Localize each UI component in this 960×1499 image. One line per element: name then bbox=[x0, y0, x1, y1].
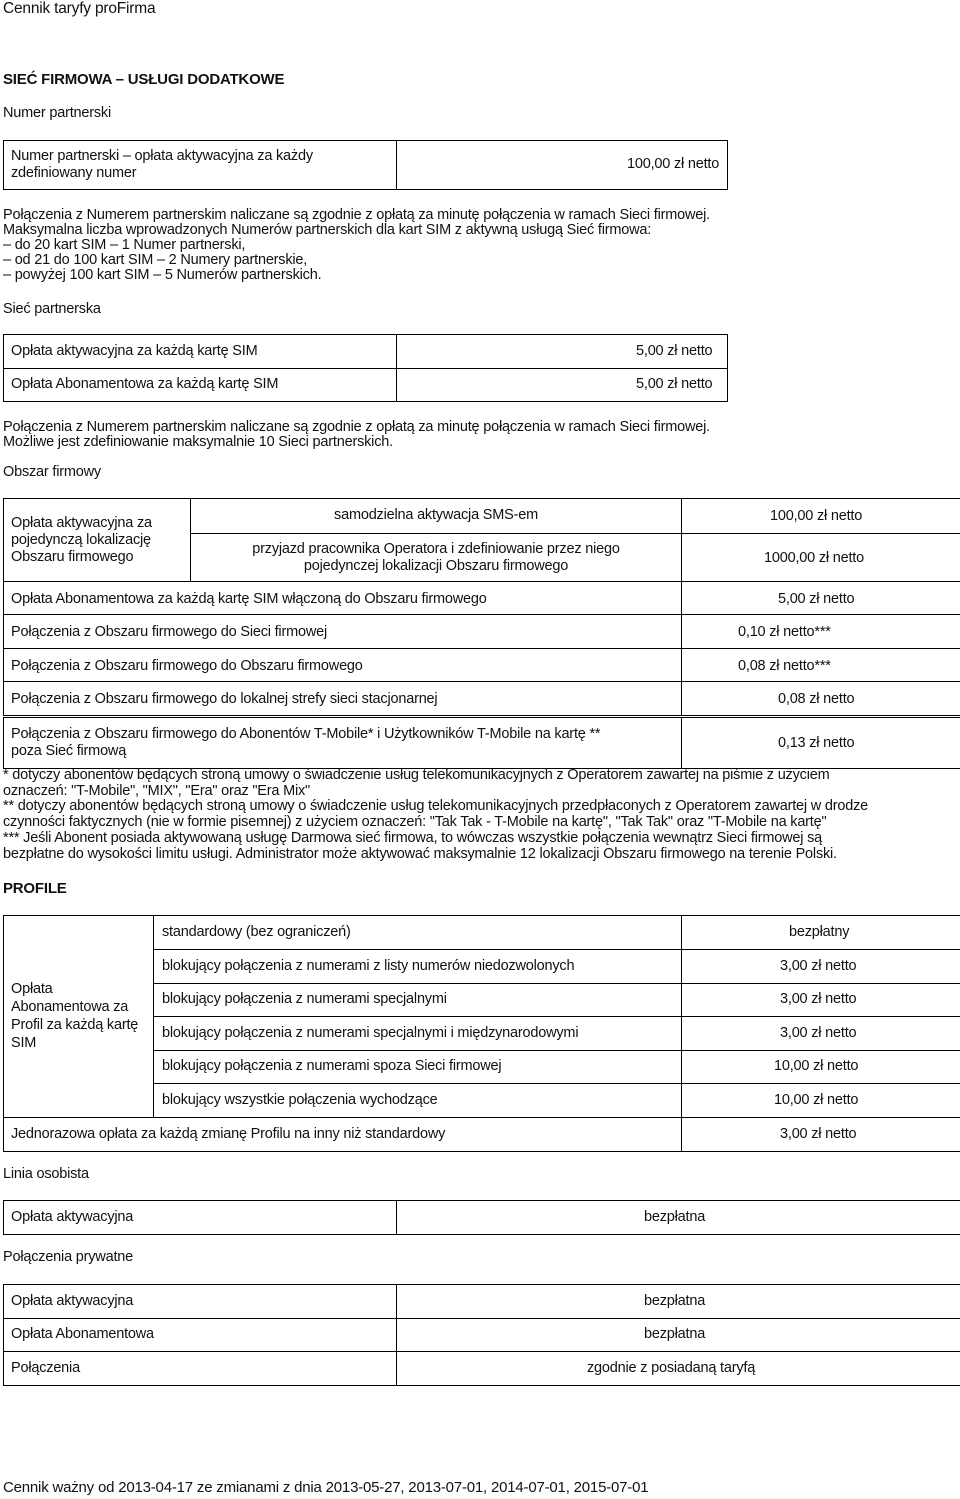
linia-osobista-value: bezpłatna bbox=[644, 1209, 706, 1225]
profile-option-value: 3,00 zł netto bbox=[780, 958, 857, 974]
profile-fee-label: Opłata Abonamentowa za Profil za każdą kartę SIM bbox=[11, 981, 139, 1051]
siec-partnerska-notes bbox=[3, 420, 710, 450]
linia-osobista-label: Opłata aktywacyjna bbox=[11, 1209, 134, 1225]
obszar-rows-table bbox=[3, 582, 960, 716]
note-line: Maksymalna liczba wprowadzonych Numerów partnerskich dla kart SIM z aktywną usługą Sieć firmowa: bbox=[3, 222, 652, 238]
footnote-line: ** dotyczy abonentów będących stroną umowy o świadczenie usług telekomunikacyjnych przedpłaconych z Operatorem zawartej w drodze bbox=[3, 798, 868, 815]
note-line: – powyżej 100 kart SIM – 5 Numerów partnerskich. bbox=[3, 267, 322, 283]
siec-partnerska-subscription-value: 5,00 zł netto bbox=[636, 376, 713, 392]
footnote-line: bezpłatne do wysokości limitu usługi. Administrator może aktywować maksymalnie 12 lokalizacji Obszaru firmowego na terenie Polski. bbox=[3, 845, 837, 862]
profile-change-label: Jednorazowa opłata za każdą zmianę Profilu na inny niż standardowy bbox=[11, 1126, 446, 1142]
obszar-tmobile-row bbox=[3, 717, 960, 769]
profile-change-value: 3,00 zł netto bbox=[780, 1126, 857, 1142]
obszar-activation-option-operator: przyjazd pracownika Operatora i zdefiniowanie przez niego pojedynczej lokalizacji Obszaru firmowego bbox=[252, 541, 620, 574]
prywatne-row-value: zgodnie z posiadaną taryfą bbox=[587, 1360, 756, 1376]
prywatne-row-label: Opłata aktywacyjna bbox=[11, 1293, 134, 1309]
siec-partnerska-table bbox=[3, 334, 728, 402]
obszar-row-value: 5,00 zł netto bbox=[778, 591, 855, 607]
siec-partnerska-activation-label: Opłata aktywacyjna za każdą kartę SIM bbox=[11, 343, 258, 359]
profile-option-label: standardowy (bez ograniczeń) bbox=[162, 924, 351, 940]
profile-option-label: blokujący połączenia z numerami specjalnymi i międzynarodowymi bbox=[162, 1025, 579, 1041]
section-heading-siec-firmowa: SIEĆ FIRMOWA – USŁUGI DODATKOWE bbox=[3, 71, 285, 88]
note-line: – od 21 do 100 kart SIM – 2 Numery partnerskie, bbox=[3, 252, 308, 268]
obszar-row-value: 0,08 zł netto bbox=[778, 691, 855, 707]
footnote-line: oznaczeń: "T-Mobile", "MIX", "Era" oraz "Era Mix" bbox=[3, 782, 310, 799]
numer-partnerski-notes bbox=[3, 208, 710, 283]
obszar-activation-label: Opłata aktywacyjna za pojedynczą lokalizację Obszaru firmowego bbox=[11, 515, 152, 565]
profile-option-value: bezpłatny bbox=[789, 924, 850, 940]
note-line: Możliwe jest zdefiniowanie maksymalnie 10 Sieci partnerskich. bbox=[3, 434, 393, 450]
numer-partnerski-fee-label: Numer partnerski – opłata aktywacyjna za każdy zdefiniowany numer bbox=[11, 148, 313, 181]
obszar-activation-option-operator-value: 1000,00 zł netto bbox=[764, 550, 864, 566]
obszar-row-label: Opłata Abonamentowa za każdą kartę SIM włączoną do Obszaru firmowego bbox=[11, 591, 487, 607]
obszar-activation-option-sms-value: 100,00 zł netto bbox=[770, 508, 863, 524]
subsection-label-obszar-firmowy: Obszar firmowy bbox=[3, 464, 101, 480]
profile-option-value: 10,00 zł netto bbox=[774, 1058, 859, 1074]
numer-partnerski-table bbox=[3, 140, 728, 190]
polaczenia-prywatne-table bbox=[3, 1284, 960, 1386]
prywatne-row-label: Połączenia bbox=[11, 1360, 80, 1376]
subsection-label-siec-partnerska: Sieć partnerska bbox=[3, 301, 101, 317]
obszar-row-label: Połączenia z Obszaru firmowego do Obszaru firmowego bbox=[11, 658, 363, 674]
profile-option-value: 3,00 zł netto bbox=[780, 1025, 857, 1041]
footnote-line: czynności faktycznych (nie w formie pisemnej) z użyciem oznaczeń: "Tak Tak - T-Mobile na kartę", "Tak Tak" oraz "T-Mobile na kartę" bbox=[3, 814, 827, 831]
obszar-tmobile-label: Połączenia z Obszaru firmowego do Abonentów T-Mobile* i Użytkowników T-Mobile na kartę ** poza Sieć firmową bbox=[11, 726, 601, 759]
note-line: Połączenia z Numerem partnerskim naliczane są zgodnie z opłatą za minutę połączenia w ramach Sieci firmowej. bbox=[3, 419, 710, 435]
document-title: Cennik taryfy proFirma bbox=[3, 0, 156, 17]
note-line: Połączenia z Numerem partnerskim naliczane są zgodnie z opłatą za minutę połączenia w ramach Sieci firmowej. bbox=[3, 207, 710, 223]
profile-table bbox=[3, 915, 960, 1118]
obszar-activation-option-sms: samodzielna aktywacja SMS-em bbox=[334, 507, 538, 523]
section-heading-profile: PROFILE bbox=[3, 880, 67, 897]
obszar-footnotes bbox=[3, 768, 868, 862]
linia-osobista-table bbox=[3, 1200, 960, 1235]
obszar-row-value: 0,10 zł netto*** bbox=[738, 624, 831, 640]
validity-footer: Cennik ważny od 2013-04-17 ze zmianami z dnia 2013-05-27, 2013-07-01, 2014-07-01, 2015-07-01 bbox=[3, 1479, 649, 1496]
prywatne-row-label: Opłata Abonamentowa bbox=[11, 1326, 154, 1342]
subsection-label-linia-osobista: Linia osobista bbox=[3, 1166, 89, 1182]
profile-option-value: 10,00 zł netto bbox=[774, 1092, 859, 1108]
obszar-row-label: Połączenia z Obszaru firmowego do Sieci firmowej bbox=[11, 624, 327, 640]
siec-partnerska-subscription-label: Opłata Abonamentowa za każdą kartę SIM bbox=[11, 376, 279, 392]
prywatne-row-value: bezpłatna bbox=[644, 1326, 706, 1342]
profile-option-value: 3,00 zł netto bbox=[780, 991, 857, 1007]
obszar-activation-table bbox=[3, 498, 960, 582]
footnote-line: *** Jeśli Abonent posiada aktywowaną usługę Darmowa sieć firmowa, to wówczas wszystkie połączenia wewnątrz Sieci firmowej są bbox=[3, 829, 822, 846]
profile-option-label: blokujący połączenia z numerami spoza Sieci firmowej bbox=[162, 1058, 502, 1074]
subsection-label-polaczenia-prywatne: Połączenia prywatne bbox=[3, 1249, 133, 1265]
footnote-line: * dotyczy abonentów będących stroną umowy o świadczenie usług telekomunikacyjnych z Operatorem zawartej na piśmie z użyciem bbox=[3, 767, 830, 783]
obszar-tmobile-value: 0,13 zł netto bbox=[778, 735, 855, 751]
numer-partnerski-fee-value: 100,00 zł netto bbox=[627, 156, 720, 172]
note-line: – do 20 kart SIM – 1 Numer partnerski, bbox=[3, 237, 246, 253]
profile-option-label: blokujący połączenia z numerami z listy numerów niedozwolonych bbox=[162, 958, 575, 974]
profile-option-label: blokujący połączenia z numerami specjalnymi bbox=[162, 991, 447, 1007]
prywatne-row-value: bezpłatna bbox=[644, 1293, 706, 1309]
subsection-label-numer-partnerski: Numer partnerski bbox=[3, 105, 111, 121]
obszar-row-label: Połączenia z Obszaru firmowego do lokalnej strefy sieci stacjonarnej bbox=[11, 691, 438, 707]
obszar-row-value: 0,08 zł netto*** bbox=[738, 658, 831, 674]
profile-option-label: blokujący wszystkie połączenia wychodzące bbox=[162, 1092, 438, 1108]
profile-change-row bbox=[3, 1117, 960, 1152]
siec-partnerska-activation-value: 5,00 zł netto bbox=[636, 343, 713, 359]
